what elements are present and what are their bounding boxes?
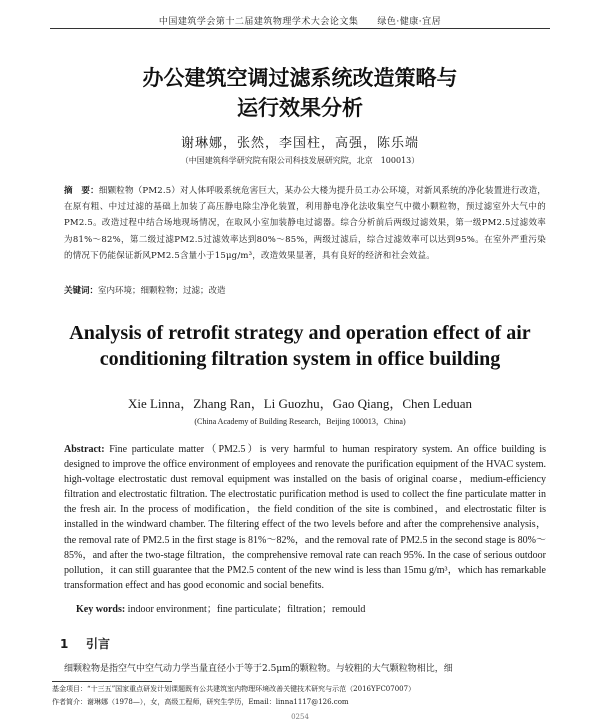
footnote-author: 作者简介：谢琳娜（1978—），女，高级工程师，研究生学历，Email：linna1117@126.com <box>52 698 349 706</box>
chinese-abstract-label: 摘 要： <box>64 186 99 196</box>
english-keywords <box>76 600 546 615</box>
english-title-line2: conditioning filtration system in office building <box>99 348 501 370</box>
chinese-authors: 谢琳娜，张然，李国柱，高强，陈乐端 <box>180 136 419 151</box>
english-title-line1: Analysis of retrofit strategy and operation effect of air <box>69 322 531 344</box>
english-abstract-label: Abstract: <box>64 444 105 455</box>
section-number: 1 <box>60 637 69 651</box>
english-abstract <box>64 442 546 593</box>
footnote-fund: 基金项目：“十三五”国家重点研发计划课题既有公共建筑室内物理环境改善关键技术研究与示范（2016YFC07007） <box>52 685 416 693</box>
chinese-title-line2: 运行效果分析 <box>237 96 363 120</box>
header-divider <box>50 28 550 29</box>
page-number: 0254 <box>291 713 309 721</box>
english-affiliation: (China Academy of Building Research，Beijing 100013，China) <box>194 417 406 426</box>
chinese-title-line1: 办公建筑空调过滤系统改造策略与 <box>142 66 458 90</box>
chinese-affiliation: （中国建筑科学研究院有限公司科技发展研究院，北京 100013） <box>180 156 420 165</box>
chinese-keywords-label: 关键词： <box>64 286 99 296</box>
english-keywords-label: Key words: <box>76 604 126 615</box>
english-abstract-text: Fine particulate matter（PM2.5）is very harmful to human respiratory system. An office building is designed to improve the office environment of employees and renovate the purification equipment of the HVAC system. high-voltage electrostatic dust removal equipment was installed on the basis of original coarse，medium-efficiency filtration and electrostatic filtration. The electrostatic purification method is used to collect the fine particulate matter in the fresh air. In the process of modification，the field condition of the site is combined，and electrostatic filter is installed in the windward chamber. The filtering effect of the two levels before and after the comprehensive analysis，the removal rate of PM2.5 in the first stage is 81%～82%，and the removal rate of PM2.5 in the second stage is 80%～85%，and after the two-stage filtration，the comprehensive removal rate can reach 95%. In the case of serious outdoor pollution，it can still guarantee that the PM2.5 content of the new wind is less than 15mu g/m³，which has remarkable transformation effect and has good economic and social benefits. <box>64 444 547 591</box>
intro-paragraph: 细颗粒物是指空气中空气动力学当量直径小于等于2.5μm的颗粒物。与较粗的大气颗粒物相比，细 <box>64 664 453 674</box>
chinese-abstract <box>64 183 546 264</box>
chinese-abstract-text: 细颗粒物（PM2.5）对人体呼吸系统危害巨大，某办公大楼为提升员工办公环境，对新风系统的净化装置进行改造，在原有粗、中过过滤的基础上加装了高压静电除尘净化装置，利用静电净化法收集空气中微小颗粒物，预过滤室外大气中的PM2.5。改造过程中结合场地现场情况，在取风小室加装静电过滤器。综合分析前后两级过滤效果，第一级PM2.5过滤效率为81%～82%，第二级过滤PM2.5过滤效率达到80%～85%，两级过滤后，综合过滤效率可以达到95%。在室外严重污染的情况下仍能保证新风PM2.5含量小于15μg/m³，改造效果显著，具有良好的经济和社会效益。 <box>64 186 546 261</box>
footnote-divider <box>52 681 172 682</box>
chinese-keywords-text: 室内环境；细颗粒物；过滤；改造 <box>98 286 226 296</box>
chinese-keywords <box>64 284 546 296</box>
section-title: 引言 <box>86 637 111 651</box>
english-authors: Xie Linna，Zhang Ran，Li Guozhu，Gao Qiang，Chen Leduan <box>127 396 473 411</box>
english-keywords-text: indoor environment；fine particulate；filtration；remould <box>127 604 366 615</box>
section-heading <box>60 635 110 652</box>
running-header: 中国建筑学会第十二届建筑物理学术大会论文集 绿色·健康·宜居 <box>158 17 442 27</box>
